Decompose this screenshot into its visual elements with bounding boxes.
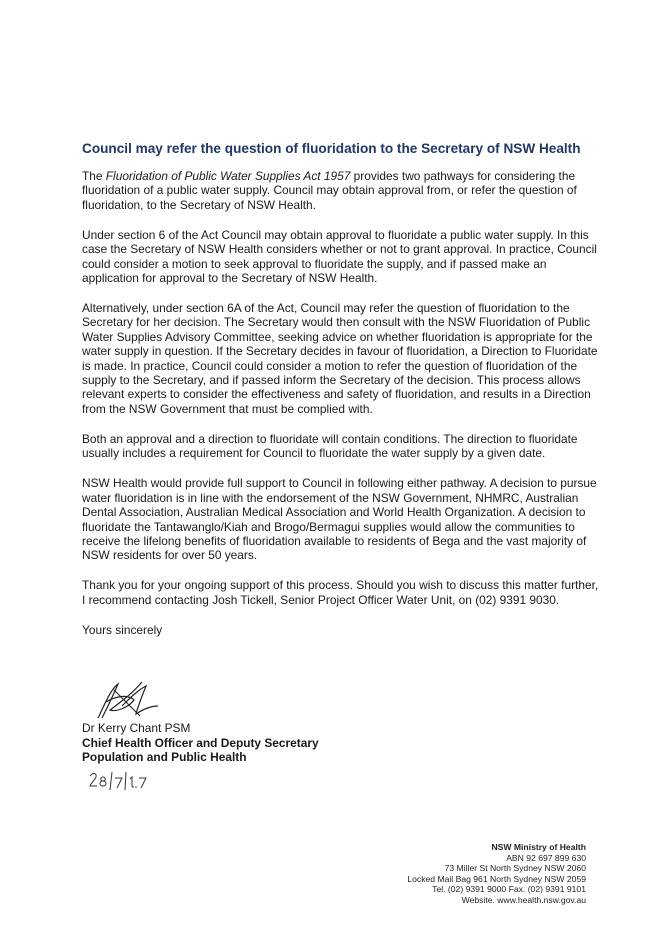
ministry-postal-address: Locked Mail Bag 961 North Sydney NSW 2059 [407,873,586,884]
ministry-abn: ABN 92 697 899 630 [506,852,586,863]
letter-body [82,169,602,653]
signature-block [82,721,319,765]
letter-heading: Council may refer the question of fluoridation to the Secretary of NSW Health [82,141,581,156]
paragraph-pathways [82,169,602,212]
closing-salutation: Yours sincerely [82,622,163,637]
handwritten-signature [92,676,162,722]
ministry-phone-fax: Tel. (02) 9391 9000 Fax. (02) 9391 9101 [432,884,586,895]
paragraph-support: NSW Health would provide full support to Council in following either pathway. A decision to pursue water fluoridation is in line with the endorsement of the NSW Government, NHMRC, Australian Dental Association, Australian Medical Association and World Health Organization. A decision to fluoridate the Tantawanglo/Kiah and Brogo/Bermagui supplies would allow the communities to receive the lifelong benefits of fluoridation available to residents of Bega and the vast majority of NSW residents for over 50 years. [82,476,597,563]
paragraph-contact: Thank you for your ongoing support of this process. Should you wish to discuss this matter further, I recommend contacting Josh Tickell, Senior Project Officer Water Unit, on (02) 9391 9030. [82,578,599,607]
paragraph-section-6: Under section 6 of the Act Council may obtain approval to fluoridate a public water supply. In this case the Secretary of NSW Health considers whether or not to grant approval. In practice, Council could consider a motion to seek approval to fluoridate the supply, and if passed make an application for approval to the Secretary of NSW Health. [82,227,597,286]
act-title: Fluoridation of Public Water Supplies Act 1957 [105,169,351,183]
signatory-name: Dr Kerry Chant PSM [82,721,191,735]
paragraph-conditions: Both an approval and a direction to fluoridate will contain conditions. The direction to fluoridate usually includes a requirement for Council to fluoridate the water supply by a given date. [82,431,578,461]
ministry-address [407,842,586,906]
ministry-name: NSW Ministry of Health [491,842,586,852]
handwritten-date [88,768,148,792]
paragraph-pathways-rest: provides two pathways for considering the fluoridation of a public water supply. Council may obtain approval from, or refer the question of fluoridation, to the Secretary of NSW Health. [82,169,577,212]
ministry-website: Website. www.health.nsw.gov.au [461,894,586,905]
paragraph-section-6a: Alternatively, under section 6A of the Act, Council may refer the question of fluoridation to the Secretary for her decision. The Secretary would then consult with the NSW Fluoridation of Public Water Supplies Advisory Committee, seeking advice on whether fluoridation is appropriate for the water supply in question. If the Secretary decides in favour of fluoridation, a Direction to Fluoridate is made. In practice, Council could consider a motion to refer the question of fluoridation of the supply to the Secretary, and if passed inform the Secretary of the decision. This process allows relevant experts to consider the effectiveness and safety of fluoridation, and results in a Direction from the NSW Government that must be complied with. [82,301,598,416]
signatory-division: Population and Public Health [82,750,247,765]
ministry-street-address: 73 Miller St North Sydney NSW 2060 [444,863,586,874]
signatory-title: Chief Health Officer and Deputy Secretary [82,735,319,750]
paragraph-pathways-lead: The [82,169,106,183]
